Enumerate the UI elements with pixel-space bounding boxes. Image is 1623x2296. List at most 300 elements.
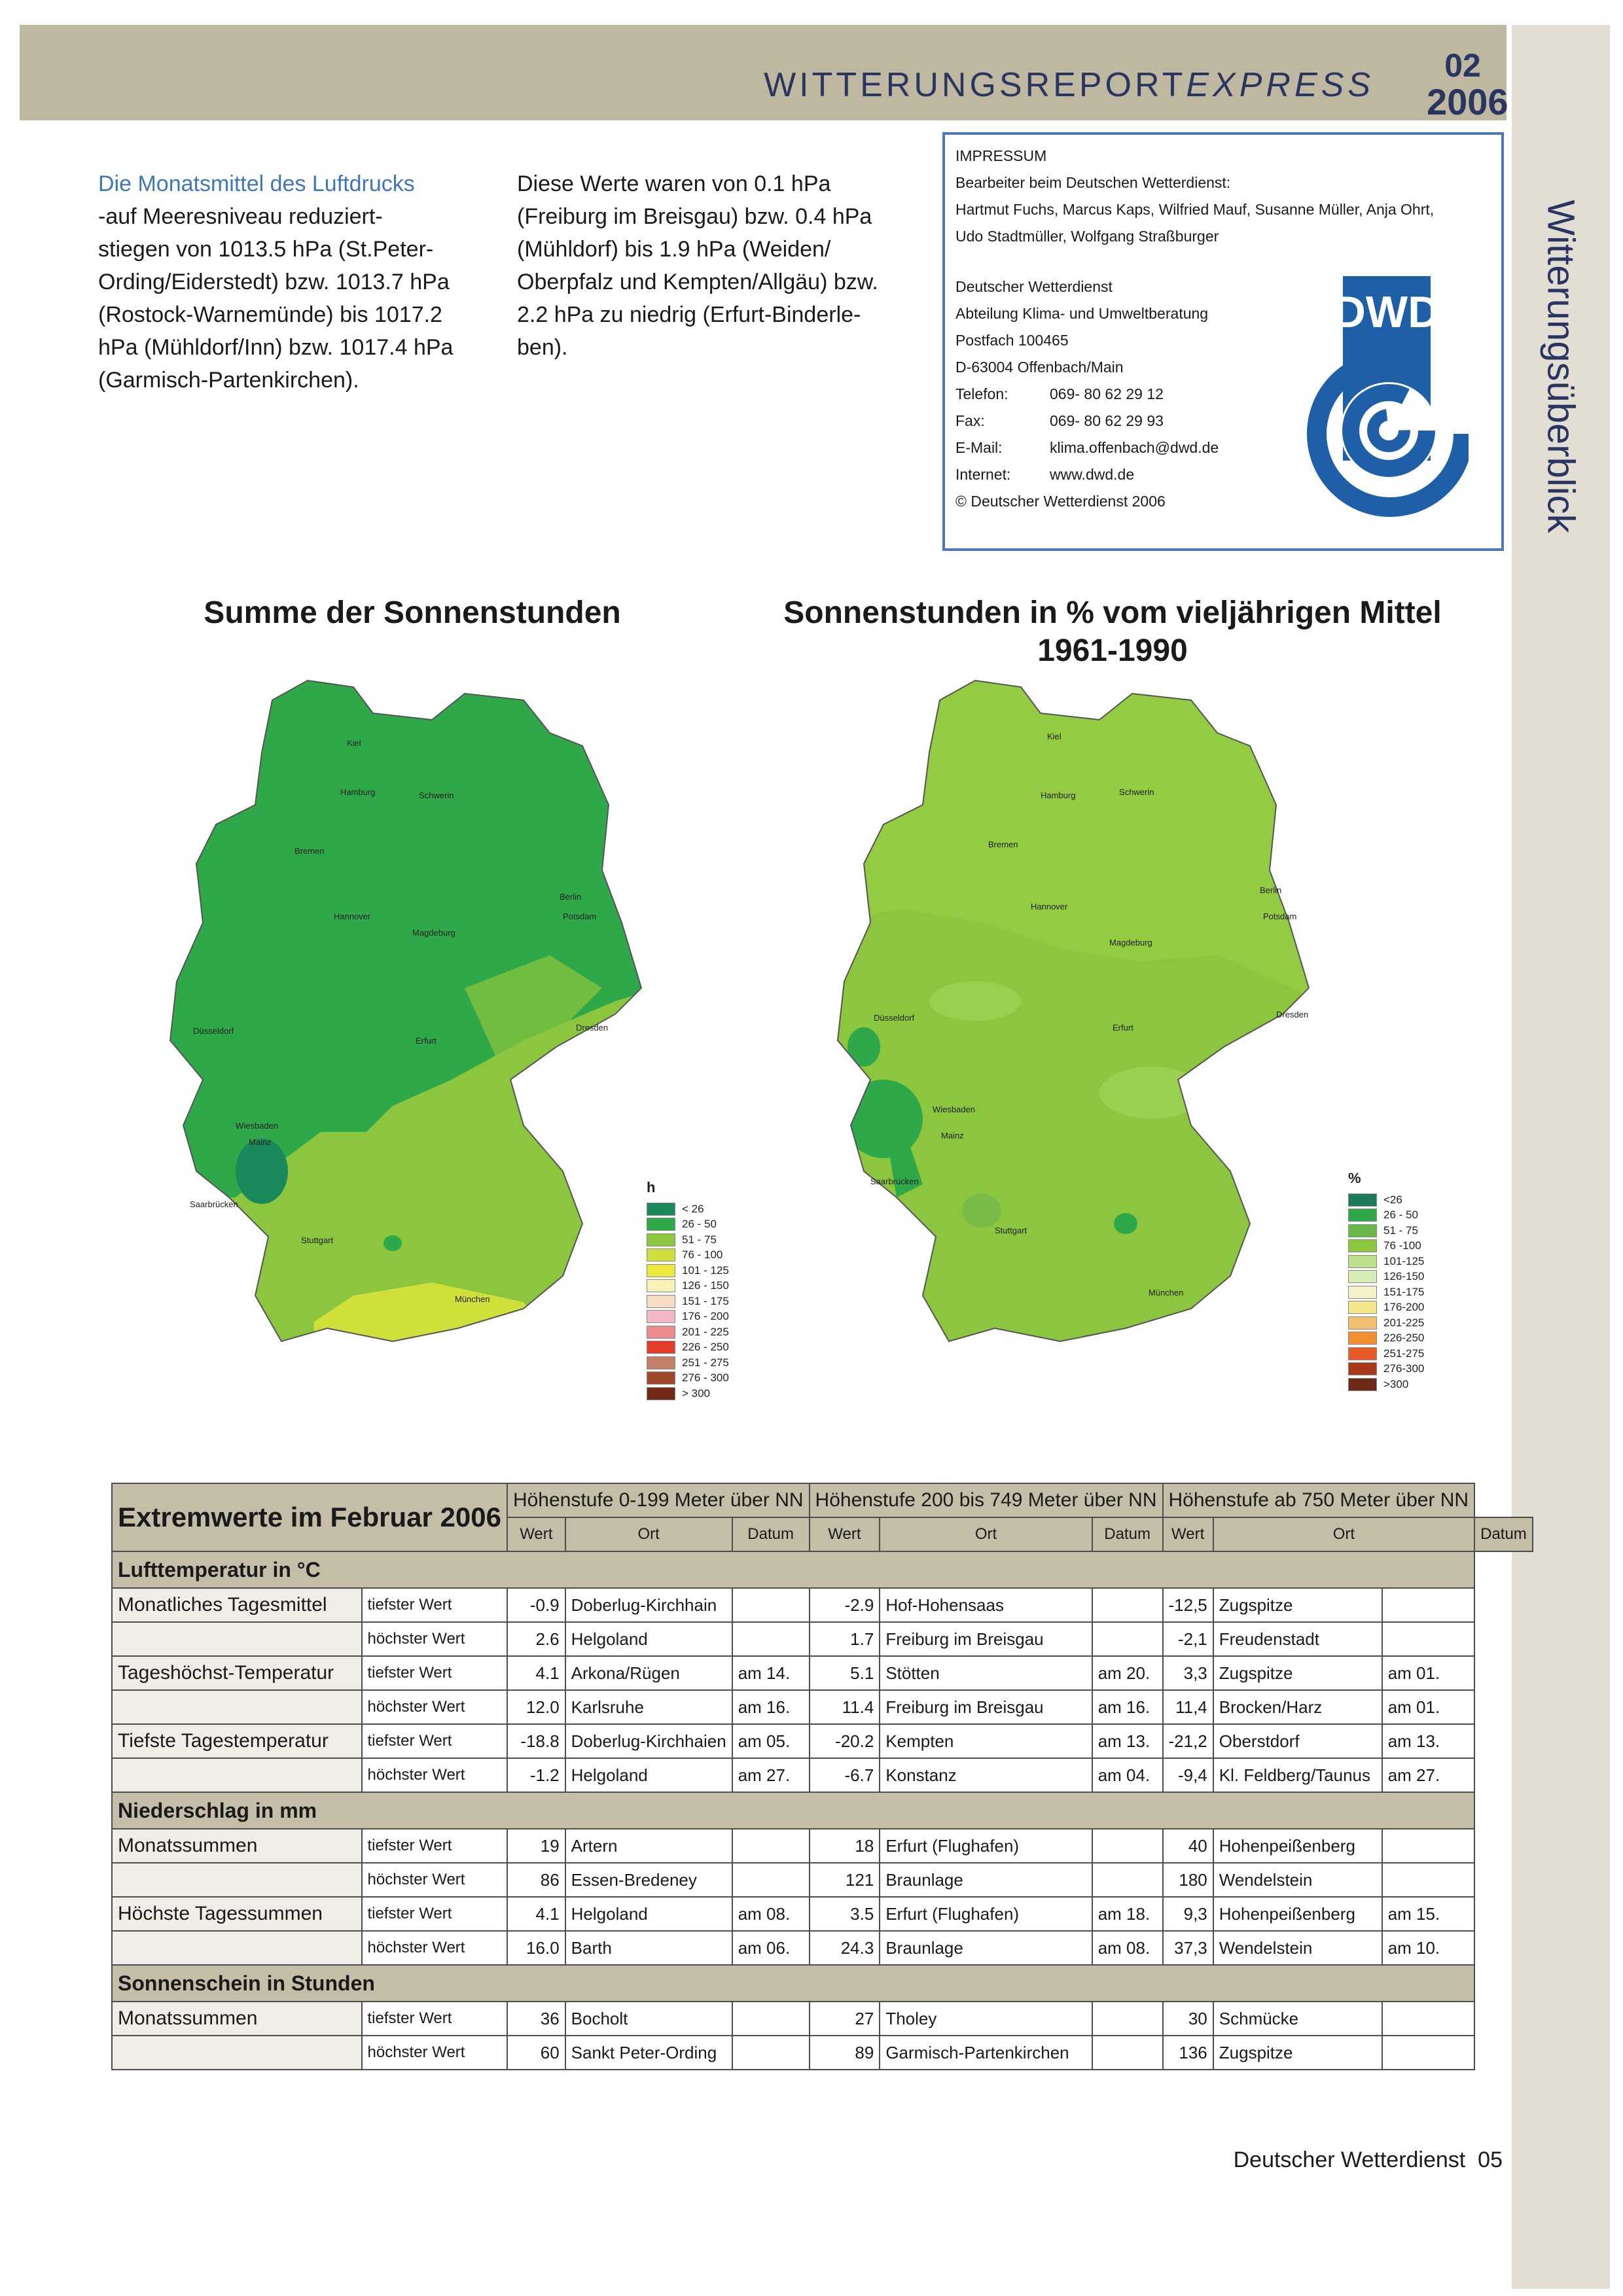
table-row — [112, 1724, 1533, 1758]
legend-label: 251 - 275 — [682, 1356, 729, 1369]
value-cell: 9,3 — [1163, 1897, 1213, 1931]
map-title-right — [740, 594, 1486, 670]
impressum-org: Postfach 100465 — [955, 332, 1069, 349]
legend-swatch — [647, 1279, 675, 1292]
date-cell — [1092, 2002, 1163, 2036]
text-column-1 — [98, 168, 491, 397]
place-cell: Helgoland — [565, 1758, 732, 1792]
place-cell: Kempten — [880, 1724, 1092, 1758]
place-cell: Karlsruhe — [565, 1690, 732, 1724]
kind-cell: höchster Wert — [362, 1931, 507, 1965]
param-cell: Monatssummen — [112, 1829, 362, 1863]
place-cell: Artern — [565, 1829, 732, 1863]
legend-label: 76 - 100 — [682, 1248, 723, 1262]
city-label: Mainz — [941, 1131, 964, 1140]
place-cell: Freiburg im Breisgau — [880, 1622, 1092, 1656]
map-title-right-line1: Sonnenstunden in % vom vieljährigen Mittel — [783, 595, 1442, 630]
param-cell — [112, 2036, 362, 2070]
city-label: Dresden — [1276, 1010, 1309, 1019]
text-line: hPa (Mühldorf/Inn) bzw. 1017.4 hPa — [98, 335, 454, 360]
legend-unit: % — [1348, 1170, 1361, 1186]
date-cell: am 14. — [732, 1656, 810, 1690]
place-cell: Helgoland — [565, 1897, 732, 1931]
city-label: Kiel — [347, 738, 361, 748]
value-cell: 36 — [507, 2002, 565, 2036]
place-cell: Freiburg im Breisgau — [880, 1690, 1092, 1724]
legend-swatch — [647, 1203, 675, 1216]
legend-item — [647, 1217, 729, 1233]
legend-label: 226-250 — [1383, 1332, 1425, 1345]
legend-swatch — [647, 1341, 675, 1354]
kind-cell: höchster Wert — [362, 1758, 507, 1792]
date-cell — [732, 1829, 810, 1863]
legend-label: 51 - 75 — [1383, 1224, 1418, 1237]
legend-label: 51 - 75 — [682, 1233, 717, 1246]
city-label: Berlin — [1260, 885, 1282, 895]
date-cell — [732, 1863, 810, 1897]
kind-cell: höchster Wert — [362, 1690, 507, 1724]
kind-cell: höchster Wert — [362, 2036, 507, 2070]
legend-item — [647, 1355, 729, 1371]
dwd-logo — [1272, 274, 1469, 529]
value-cell: -21,2 — [1163, 1724, 1213, 1758]
place-cell: Kl. Feldberg/Taunus — [1213, 1758, 1382, 1792]
city-label: Stuttgart — [995, 1226, 1027, 1235]
legend-swatch — [647, 1233, 675, 1246]
text-line: 2.2 hPa zu niedrig (Erfurt-Binderle- — [517, 302, 861, 327]
date-cell: am 18. — [1092, 1897, 1163, 1931]
table-row — [112, 2002, 1533, 2036]
legend-label: 226 - 250 — [682, 1341, 729, 1354]
value-cell: 3.5 — [810, 1897, 880, 1931]
kind-cell: höchster Wert — [362, 1863, 507, 1897]
sunshine-hours-map — [157, 674, 681, 1368]
date-cell: am 08. — [1092, 1931, 1163, 1965]
contact-phone: Telefon: 069- 80 62 29 12 — [955, 385, 1164, 402]
param-cell: Monatssummen — [112, 2002, 362, 2036]
legend-item — [647, 1340, 729, 1356]
date-cell — [732, 1622, 810, 1656]
table-row — [112, 1829, 1533, 1863]
kind-cell: tiefster Wert — [362, 2002, 507, 2036]
text-line: (Rostock-Warnemünde) bis 1017.2 — [98, 302, 442, 327]
date-cell — [1092, 1863, 1163, 1897]
page-footer: Deutscher Wetterdienst 05 — [1233, 2147, 1503, 2172]
legend-item — [1348, 1284, 1424, 1300]
legend-unit: h — [647, 1179, 656, 1195]
city-label: Düsseldorf — [874, 1013, 915, 1023]
legend-label: 126-150 — [1383, 1270, 1425, 1283]
legend-label: 201-225 — [1383, 1316, 1425, 1329]
value-cell: 19 — [507, 1829, 565, 1863]
section-title: Lufttemperatur in °C — [112, 1551, 1474, 1588]
city-label: München — [455, 1294, 490, 1304]
legend-label: 151-175 — [1383, 1285, 1425, 1298]
legend-swatch — [647, 1218, 675, 1231]
date-cell: am 13. — [1382, 1724, 1474, 1758]
city-label: Hannover — [334, 911, 371, 921]
text-line: Oberpfalz und Kempten/Allgäu) bzw. — [517, 270, 878, 294]
legend-item — [1348, 1315, 1424, 1331]
legend-label: >300 — [1383, 1377, 1409, 1390]
value-cell: 37,3 — [1163, 1931, 1213, 1965]
value-cell: 11,4 — [1163, 1690, 1213, 1724]
group-header: Höhenstufe 0-199 Meter über NN — [507, 1483, 810, 1517]
col-header: Wert — [1163, 1517, 1213, 1551]
legend-item — [1348, 1346, 1424, 1362]
place-cell: Braunlage — [880, 1931, 1092, 1965]
col-header: Wert — [810, 1517, 880, 1551]
place-cell: Braunlage — [880, 1863, 1092, 1897]
section-row — [112, 1792, 1533, 1829]
param-cell — [112, 1758, 362, 1792]
legend-item — [1348, 1223, 1424, 1239]
legend-item — [647, 1386, 729, 1402]
value-cell: 180 — [1163, 1863, 1213, 1897]
legend-item — [647, 1371, 729, 1386]
param-cell: Monatliches Tagesmittel — [112, 1588, 362, 1622]
legend-label: <26 — [1383, 1193, 1402, 1206]
place-cell: Doberlug-Kirchhain — [565, 1588, 732, 1622]
place-cell: Helgoland — [565, 1622, 732, 1656]
legend-swatch — [647, 1295, 675, 1308]
legend-label: 101 - 125 — [682, 1263, 729, 1277]
city-label: Dresden — [576, 1023, 609, 1033]
text-line: -auf Meeresniveau reduziert- — [98, 204, 383, 229]
legend-swatch — [1348, 1347, 1377, 1360]
value-cell: 18 — [810, 1829, 880, 1863]
text-line: (Freiburg im Breisgau) bzw. 0.4 hPa — [517, 204, 872, 229]
legend-item — [647, 1263, 729, 1279]
value-cell: 3,3 — [1163, 1656, 1213, 1690]
value-cell: -0.9 — [507, 1588, 565, 1622]
value-cell: 60 — [507, 2036, 565, 2070]
place-cell: Zugspitze — [1213, 1656, 1382, 1690]
table-row — [112, 1588, 1533, 1622]
param-cell — [112, 1622, 362, 1656]
date-cell: am 27. — [1382, 1758, 1474, 1792]
legend-label: 26 - 50 — [682, 1218, 717, 1231]
col-header: Datum — [1474, 1517, 1533, 1551]
city-label: Magdeburg — [412, 928, 455, 938]
text-line: ben). — [517, 335, 568, 360]
legend-swatch — [1348, 1209, 1377, 1222]
table-row — [112, 2036, 1533, 2070]
city-label: Kiel — [1047, 732, 1061, 741]
date-cell — [1092, 1829, 1163, 1863]
legend-swatch — [1348, 1286, 1377, 1299]
city-label: Potsdam — [563, 911, 597, 921]
legend-swatch — [1348, 1362, 1377, 1375]
col-header: Ort — [565, 1517, 732, 1551]
table-row — [112, 1656, 1533, 1690]
date-cell: am 08. — [732, 1897, 810, 1931]
date-cell — [1382, 2002, 1474, 2036]
param-cell: Tageshöchst-Temperatur — [112, 1656, 362, 1690]
date-cell: am 10. — [1382, 1931, 1474, 1965]
legend-item — [647, 1232, 729, 1248]
city-label: Mainz — [249, 1137, 272, 1147]
value-cell: 136 — [1163, 2036, 1213, 2070]
table-row — [112, 1897, 1533, 1931]
value-cell: 12.0 — [507, 1690, 565, 1724]
place-cell: Hohenpeißenberg — [1213, 1897, 1382, 1931]
place-cell: Zugspitze — [1213, 2036, 1382, 2070]
group-header: Höhenstufe 200 bis 749 Meter über NN — [810, 1483, 1163, 1517]
date-cell: am 05. — [732, 1724, 810, 1758]
place-cell: Schmücke — [1213, 2002, 1382, 2036]
group-header: Höhenstufe ab 750 Meter über NN — [1163, 1483, 1475, 1517]
legend-item — [647, 1248, 729, 1263]
place-cell: Erfurt (Flughafen) — [880, 1897, 1092, 1931]
legend-swatch — [647, 1326, 675, 1339]
city-label: Hannover — [1031, 902, 1068, 911]
place-cell: Erfurt (Flughafen) — [880, 1829, 1092, 1863]
legend-label: 126 - 150 — [682, 1279, 729, 1292]
place-cell: Wendelstein — [1213, 1931, 1382, 1965]
value-cell: 4.1 — [507, 1897, 565, 1931]
city-label: Saarbrücken — [870, 1176, 919, 1186]
legend-swatch — [1348, 1301, 1377, 1314]
date-cell: am 13. — [1092, 1724, 1163, 1758]
section-title: Niederschlag in mm — [112, 1792, 1474, 1829]
text-line: (Mühldorf) bis 1.9 hPa (Weiden/ — [517, 237, 831, 262]
col-header: Ort — [880, 1517, 1092, 1551]
map-title-right-line2: 1961-1990 — [1037, 633, 1188, 668]
value-cell: 24.3 — [810, 1931, 880, 1965]
table-row — [112, 1758, 1533, 1792]
map-title-left: Summe der Sonnenstunden — [204, 595, 621, 630]
legend-item — [1348, 1208, 1424, 1224]
issue-number: 02 2006 — [1427, 47, 1508, 122]
legend-item — [647, 1324, 729, 1340]
city-label: Bremen — [294, 846, 325, 856]
value-cell: -20.2 — [810, 1724, 880, 1758]
date-cell: am 04. — [1092, 1758, 1163, 1792]
legend-item — [1348, 1254, 1424, 1269]
extremes-table — [111, 1483, 1533, 2070]
legend-swatch — [1348, 1316, 1377, 1330]
legend-swatch — [647, 1371, 675, 1385]
value-cell: -1.2 — [507, 1758, 565, 1792]
legend-sunshine-percent — [1348, 1170, 1424, 1392]
contact-fax: Fax: 069- 80 62 29 93 — [955, 412, 1164, 429]
date-cell: am 06. — [732, 1931, 810, 1965]
legend-swatch — [1348, 1224, 1377, 1237]
impressum-org: Abteilung Klima- und Umweltberatung — [955, 305, 1209, 322]
place-cell: Barth — [565, 1931, 732, 1965]
date-cell: am 15. — [1382, 1897, 1474, 1931]
kind-cell: tiefster Wert — [362, 1724, 507, 1758]
section-side-title: Witterungsüberblick — [1539, 200, 1582, 533]
legend-swatch — [647, 1356, 675, 1369]
value-cell: 5.1 — [810, 1656, 880, 1690]
value-cell: -12,5 — [1163, 1588, 1213, 1622]
city-label: Berlin — [560, 892, 582, 902]
city-label: Schwerin — [1119, 787, 1154, 797]
legend-swatch — [1348, 1270, 1377, 1283]
date-cell: am 20. — [1092, 1656, 1163, 1690]
kind-cell: tiefster Wert — [362, 1588, 507, 1622]
param-cell — [112, 1931, 362, 1965]
col-header: Ort — [1213, 1517, 1474, 1551]
copyright: © Deutscher Wetterdienst 2006 — [955, 493, 1166, 510]
place-cell: Oberstdorf — [1213, 1724, 1382, 1758]
value-cell: 4.1 — [507, 1656, 565, 1690]
col-header: Datum — [732, 1517, 810, 1551]
impressum-line: Hartmut Fuchs, Marcus Kaps, Wilfried Mauf, Susanne Müller, Anja Ohrt, — [955, 201, 1435, 218]
city-label: Potsdam — [1263, 911, 1297, 921]
text-line: Diese Werte waren von 0.1 hPa — [517, 171, 831, 196]
legend-item — [1348, 1300, 1424, 1316]
legend-label: > 300 — [682, 1386, 711, 1400]
place-cell: Hof-Hohensaas — [880, 1588, 1092, 1622]
legend-sunshine-hours — [647, 1179, 729, 1402]
impressum-line: Bearbeiter beim Deutschen Wetterdienst: — [955, 174, 1231, 191]
table-title: Extremwerte im Februar 2006 — [112, 1483, 507, 1551]
impressum-heading: IMPRESSUM — [955, 147, 1047, 164]
section-row — [112, 1551, 1533, 1588]
legend-label: 176-200 — [1383, 1301, 1425, 1314]
place-cell: Brocken/Harz — [1213, 1690, 1382, 1724]
legend-swatch — [1348, 1255, 1377, 1268]
city-label: Wiesbaden — [933, 1104, 976, 1114]
legend-label: 76 -100 — [1383, 1239, 1421, 1252]
value-cell: 1.7 — [810, 1622, 880, 1656]
impressum-line: Udo Stadtmüller, Wolfgang Straßburger — [955, 228, 1219, 245]
place-cell: Essen-Bredeney — [565, 1863, 732, 1897]
value-cell: 27 — [810, 2002, 880, 2036]
date-cell — [1382, 1622, 1474, 1656]
sunshine-percent-map — [812, 674, 1387, 1368]
table-row — [112, 1931, 1533, 1965]
date-cell — [1092, 1622, 1163, 1656]
place-cell: Konstanz — [880, 1758, 1092, 1792]
date-cell: am 27. — [732, 1758, 810, 1792]
legend-swatch — [1348, 1239, 1377, 1252]
city-label: Wiesbaden — [236, 1121, 279, 1131]
text-line: (Garmisch-Partenkirchen). — [98, 368, 359, 393]
legend-label: 176 - 200 — [682, 1310, 729, 1323]
legend-item — [647, 1294, 729, 1309]
legend-label: 276 - 300 — [682, 1371, 729, 1385]
value-cell: 86 — [507, 1863, 565, 1897]
place-cell: Garmisch-Partenkirchen — [880, 2036, 1092, 2070]
date-cell — [732, 2036, 810, 2070]
value-cell: 2.6 — [507, 1622, 565, 1656]
value-cell: -6.7 — [810, 1758, 880, 1792]
param-cell — [112, 1690, 362, 1724]
value-cell: 121 — [810, 1863, 880, 1897]
legend-swatch — [1348, 1378, 1377, 1391]
place-cell: Bocholt — [565, 2002, 732, 2036]
legend-label: 276-300 — [1383, 1362, 1425, 1375]
date-cell: am 01. — [1382, 1656, 1474, 1690]
legend-swatch — [1348, 1193, 1377, 1207]
place-cell: Wendelstein — [1213, 1863, 1382, 1897]
city-label: Saarbrücken — [190, 1199, 238, 1209]
impressum-org: Deutscher Wetterdienst — [955, 278, 1113, 295]
date-cell — [1382, 1588, 1474, 1622]
contact-email[interactable]: E-Mail: klima.offenbach@dwd.de — [955, 439, 1219, 456]
legend-item — [1348, 1239, 1424, 1254]
legend-label: 151 - 175 — [682, 1294, 729, 1307]
date-cell — [1092, 2036, 1163, 2070]
place-cell: Doberlug-Kirchhaien — [565, 1724, 732, 1758]
date-cell: am 16. — [732, 1690, 810, 1724]
date-cell — [1382, 2036, 1474, 2070]
city-label: Hamburg — [340, 787, 376, 797]
value-cell: -2,1 — [1163, 1622, 1213, 1656]
legend-swatch — [647, 1387, 675, 1400]
city-label: Erfurt — [1113, 1023, 1133, 1033]
legend-label: 251-275 — [1383, 1347, 1425, 1360]
value-cell: -9,4 — [1163, 1758, 1213, 1792]
legend-item — [647, 1279, 729, 1294]
place-cell: Tholey — [880, 2002, 1092, 2036]
date-cell — [732, 2002, 810, 2036]
legend-item — [1348, 1269, 1424, 1285]
value-cell: 30 — [1163, 2002, 1213, 2036]
place-cell: Arkona/Rügen — [565, 1656, 732, 1690]
legend-label: < 26 — [682, 1202, 704, 1215]
city-label: Magdeburg — [1109, 938, 1152, 947]
kind-cell: tiefster Wert — [362, 1829, 507, 1863]
param-cell: Höchste Tagessummen — [112, 1897, 362, 1931]
kind-cell: tiefster Wert — [362, 1656, 507, 1690]
text-line: Ording/Eiderstedt) bzw. 1013.7 hPa — [98, 270, 450, 294]
city-label: Hamburg — [1041, 790, 1076, 800]
section-row — [112, 1965, 1533, 2002]
value-cell: -18.8 — [507, 1724, 565, 1758]
place-cell: Zugspitze — [1213, 1588, 1382, 1622]
legend-label: 101-125 — [1383, 1254, 1425, 1267]
city-label: Stuttgart — [301, 1235, 334, 1245]
place-cell: Hohenpeißenberg — [1213, 1829, 1382, 1863]
value-cell: 11.4 — [810, 1690, 880, 1724]
param-cell — [112, 1863, 362, 1897]
section-title: Sonnenschein in Stunden — [112, 1965, 1474, 2002]
legend-label: 201 - 225 — [682, 1325, 729, 1338]
value-cell: 40 — [1163, 1829, 1213, 1863]
kind-cell: tiefster Wert — [362, 1897, 507, 1931]
city-label: Erfurt — [416, 1036, 437, 1046]
col-header: Wert — [507, 1517, 565, 1551]
legend-item — [1348, 1192, 1424, 1208]
date-cell: am 01. — [1382, 1690, 1474, 1724]
text-lead: Die Monatsmittel des Luftdrucks — [98, 171, 415, 196]
legend-item — [647, 1309, 729, 1325]
city-label: Schwerin — [419, 790, 454, 800]
legend-item — [1348, 1331, 1424, 1347]
place-cell: Freudenstadt — [1213, 1622, 1382, 1656]
legend-swatch — [647, 1264, 675, 1277]
legend-swatch — [647, 1248, 675, 1262]
value-cell: 16.0 — [507, 1931, 565, 1965]
city-label: Bremen — [988, 839, 1018, 849]
value-cell: -2.9 — [810, 1588, 880, 1622]
place-cell: Stötten — [880, 1656, 1092, 1690]
city-label: Düsseldorf — [193, 1026, 234, 1036]
value-cell: 89 — [810, 2036, 880, 2070]
contact-web[interactable]: Internet: www.dwd.de — [955, 466, 1135, 483]
param-cell: Tiefste Tagestemperatur — [112, 1724, 362, 1758]
legend-swatch — [1348, 1332, 1377, 1345]
text-column-2 — [517, 168, 923, 364]
date-cell — [732, 1588, 810, 1622]
report-title: WITTERUNGSREPORTEXPRESS — [764, 66, 1374, 104]
impressum-box — [942, 132, 1504, 551]
